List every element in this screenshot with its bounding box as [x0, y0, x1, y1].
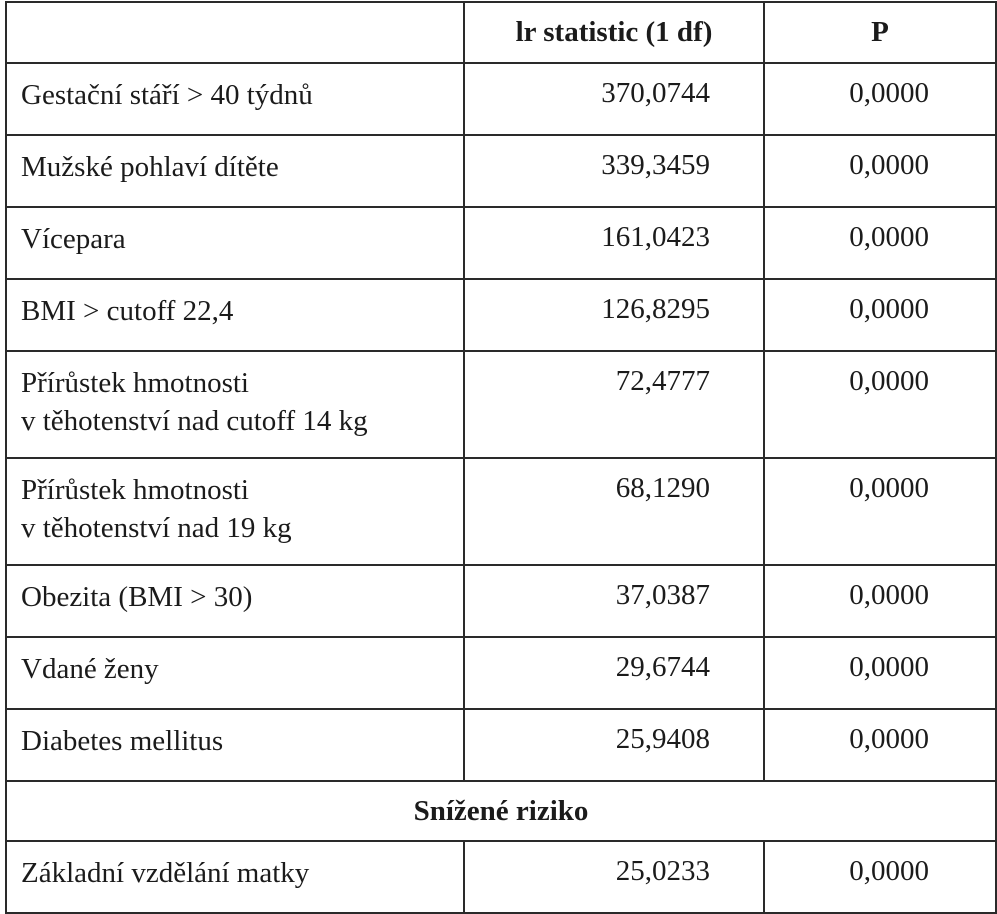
row-label [6, 351, 464, 458]
p-value-cell: 0,0000 [764, 841, 996, 913]
header-lr-statistic: lr statistic (1 df) [464, 2, 764, 63]
row-label-line: BMI > cutoff 22,4 [21, 295, 234, 327]
lr-statistic-cell: 68,1290 [464, 458, 764, 565]
row-label [6, 458, 464, 565]
table-row [6, 207, 996, 279]
row-label [6, 565, 464, 637]
lr-statistic-cell: 29,6744 [464, 637, 764, 709]
section-title: Snížené riziko [6, 781, 996, 841]
row-label-line: Vdané ženy [21, 653, 159, 685]
table-row [6, 637, 996, 709]
row-label-line: Přírůstek hmotnosti [21, 367, 249, 399]
table-row [6, 63, 996, 135]
row-label-line: Základní vzdělání matky [21, 857, 310, 889]
table-row [6, 458, 996, 565]
header-p-value: P [764, 2, 996, 63]
row-label [6, 709, 464, 781]
p-value-cell: 0,0000 [764, 351, 996, 458]
lr-statistic-cell: 126,8295 [464, 279, 764, 351]
table-row [6, 565, 996, 637]
row-label-line: Gestační stáří > 40 týdnů [21, 79, 313, 111]
p-value-cell: 0,0000 [764, 637, 996, 709]
table-row [6, 135, 996, 207]
row-label [6, 637, 464, 709]
table-row [6, 279, 996, 351]
row-label [6, 63, 464, 135]
lr-statistic-cell: 339,3459 [464, 135, 764, 207]
lr-statistic-cell: 25,9408 [464, 709, 764, 781]
row-label [6, 279, 464, 351]
p-value-cell: 0,0000 [764, 207, 996, 279]
table-row [6, 709, 996, 781]
lr-statistic-cell: 161,0423 [464, 207, 764, 279]
risk-factor-table [5, 1, 997, 914]
lr-statistic-cell: 25,0233 [464, 841, 764, 913]
p-value-cell: 0,0000 [764, 565, 996, 637]
row-label-line: Obezita (BMI > 30) [21, 581, 253, 613]
table-row [6, 841, 996, 913]
p-value-cell: 0,0000 [764, 63, 996, 135]
p-value-cell: 0,0000 [764, 135, 996, 207]
row-label-line: Přírůstek hmotnosti [21, 474, 249, 506]
row-label-line: Mužské pohlaví dítěte [21, 151, 279, 183]
row-label [6, 207, 464, 279]
row-label-line: v těhotenství nad 19 kg [21, 512, 292, 544]
lr-statistic-cell: 37,0387 [464, 565, 764, 637]
header-label-column [6, 2, 464, 63]
p-value-cell: 0,0000 [764, 279, 996, 351]
row-label-line: v těhotenství nad cutoff 14 kg [21, 405, 368, 437]
p-value-cell: 0,0000 [764, 458, 996, 565]
row-label-line: Vícepara [21, 223, 126, 255]
table-row [6, 351, 996, 458]
lr-statistic-cell: 370,0744 [464, 63, 764, 135]
lr-statistic-cell: 72,4777 [464, 351, 764, 458]
row-label [6, 135, 464, 207]
table-header-row [6, 2, 996, 63]
row-label [6, 841, 464, 913]
p-value-cell: 0,0000 [764, 709, 996, 781]
section-row [6, 781, 996, 841]
row-label-line: Diabetes mellitus [21, 725, 224, 757]
